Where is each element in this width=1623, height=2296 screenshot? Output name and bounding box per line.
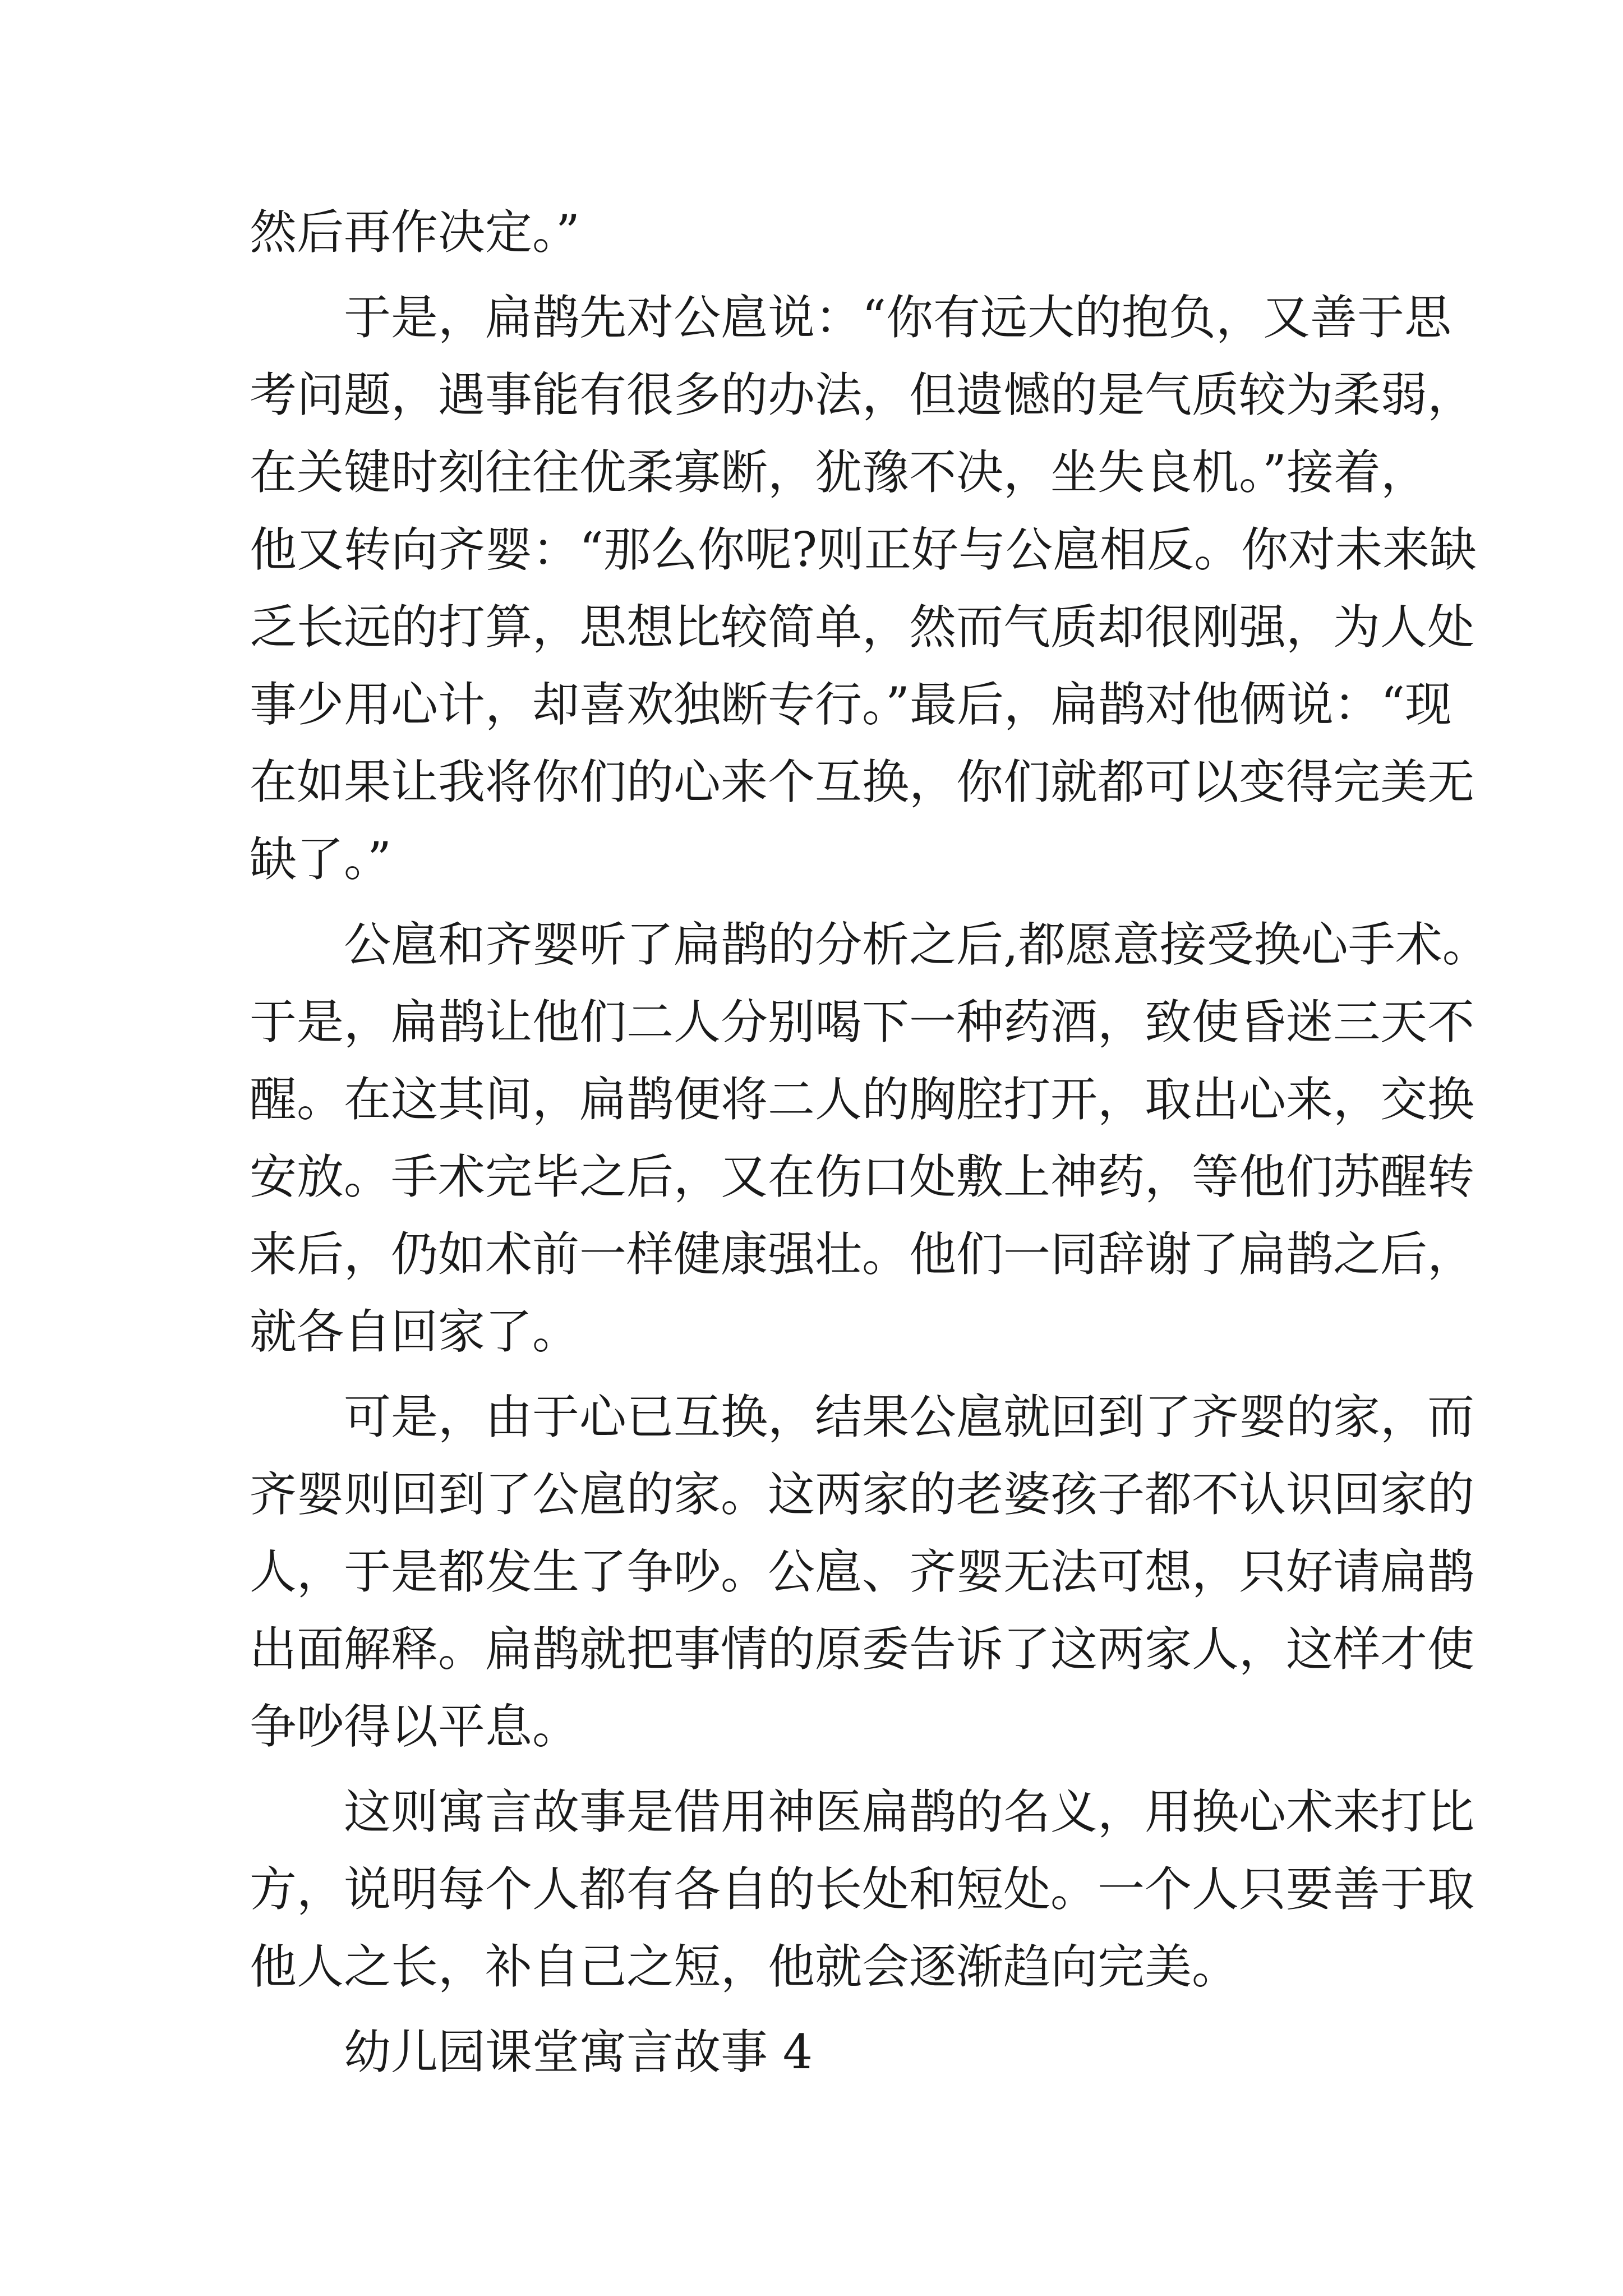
paragraph-line: 于是，扁鹊先对公扈说：“你有远大的抱负，又善于思 [344,290,1451,345]
paragraph-line: 考问题，遇事能有很多的办法，但遗憾的是气质较为柔弱， [250,367,1475,422]
paragraph-line: 在关键时刻往往优柔寡断，犹豫不决，坐失良机。”接着， [250,445,1428,500]
paragraph-line: 他又转向齐婴：“那么你呢?则正好与公扈相反。你对未来缺 [250,522,1477,577]
paragraph-line: 就各自回家了。 [250,1304,580,1359]
paragraph-line: 然后再作决定。” [250,205,580,260]
paragraph-line: 公扈和齐婴听了扁鹊的分析之后,都愿意接受换心手术。 [344,917,1490,972]
section-heading: 幼儿园课堂寓言故事 4 [344,2024,813,2079]
paragraph-line: 缺了。” [250,832,391,887]
paragraph-line: 争吵得以平息。 [250,1699,580,1754]
paragraph-line: 在如果让我将你们的心来个互换，你们就都可以变得完美无 [250,754,1475,809]
paragraph-line: 于是，扁鹊让他们二人分别喝下一种药酒，致使昏迷三天不 [250,995,1475,1050]
paragraph-line: 可是，由于心已互换，结果公扈就回到了齐婴的家，而 [344,1389,1475,1444]
paragraph-line: 来后，仍如术前一样健康强壮。他们一同辞谢了扁鹊之后， [250,1227,1475,1282]
paragraph-line: 他人之长，补自己之短，他就会逐渐趋向完美。 [250,1939,1239,1994]
document-body [250,194,1490,2091]
paragraph-line: 人，于是都发生了争吵。公扈、齐婴无法可想，只好请扁鹊 [250,1544,1475,1599]
paragraph-line: 乏长远的打算，思想比较简单，然而气质却很刚强，为人处 [250,600,1475,655]
paragraph-line: 醒。在这其间，扁鹊便将二人的胸腔打开，取出心来，交换 [250,1072,1475,1127]
paragraph-line: 齐婴则回到了公扈的家。这两家的老婆孩子都不认识回家的 [250,1467,1475,1522]
paragraph-line: 出面解释。扁鹊就把事情的原委告诉了这两家人，这样才使 [250,1622,1475,1677]
paragraph-line: 事少用心计，却喜欢独断专行。”最后，扁鹊对他俩说：“现 [250,677,1452,732]
paragraph-line: 方，说明每个人都有各自的长处和短处。一个人只要善于取 [250,1862,1475,1917]
paragraph-line: 这则寓言故事是借用神医扁鹊的名义，用换心术来打比 [344,1784,1475,1839]
paragraph-line: 安放。手术完毕之后，又在伤口处敷上神药，等他们苏醒转 [250,1149,1475,1204]
